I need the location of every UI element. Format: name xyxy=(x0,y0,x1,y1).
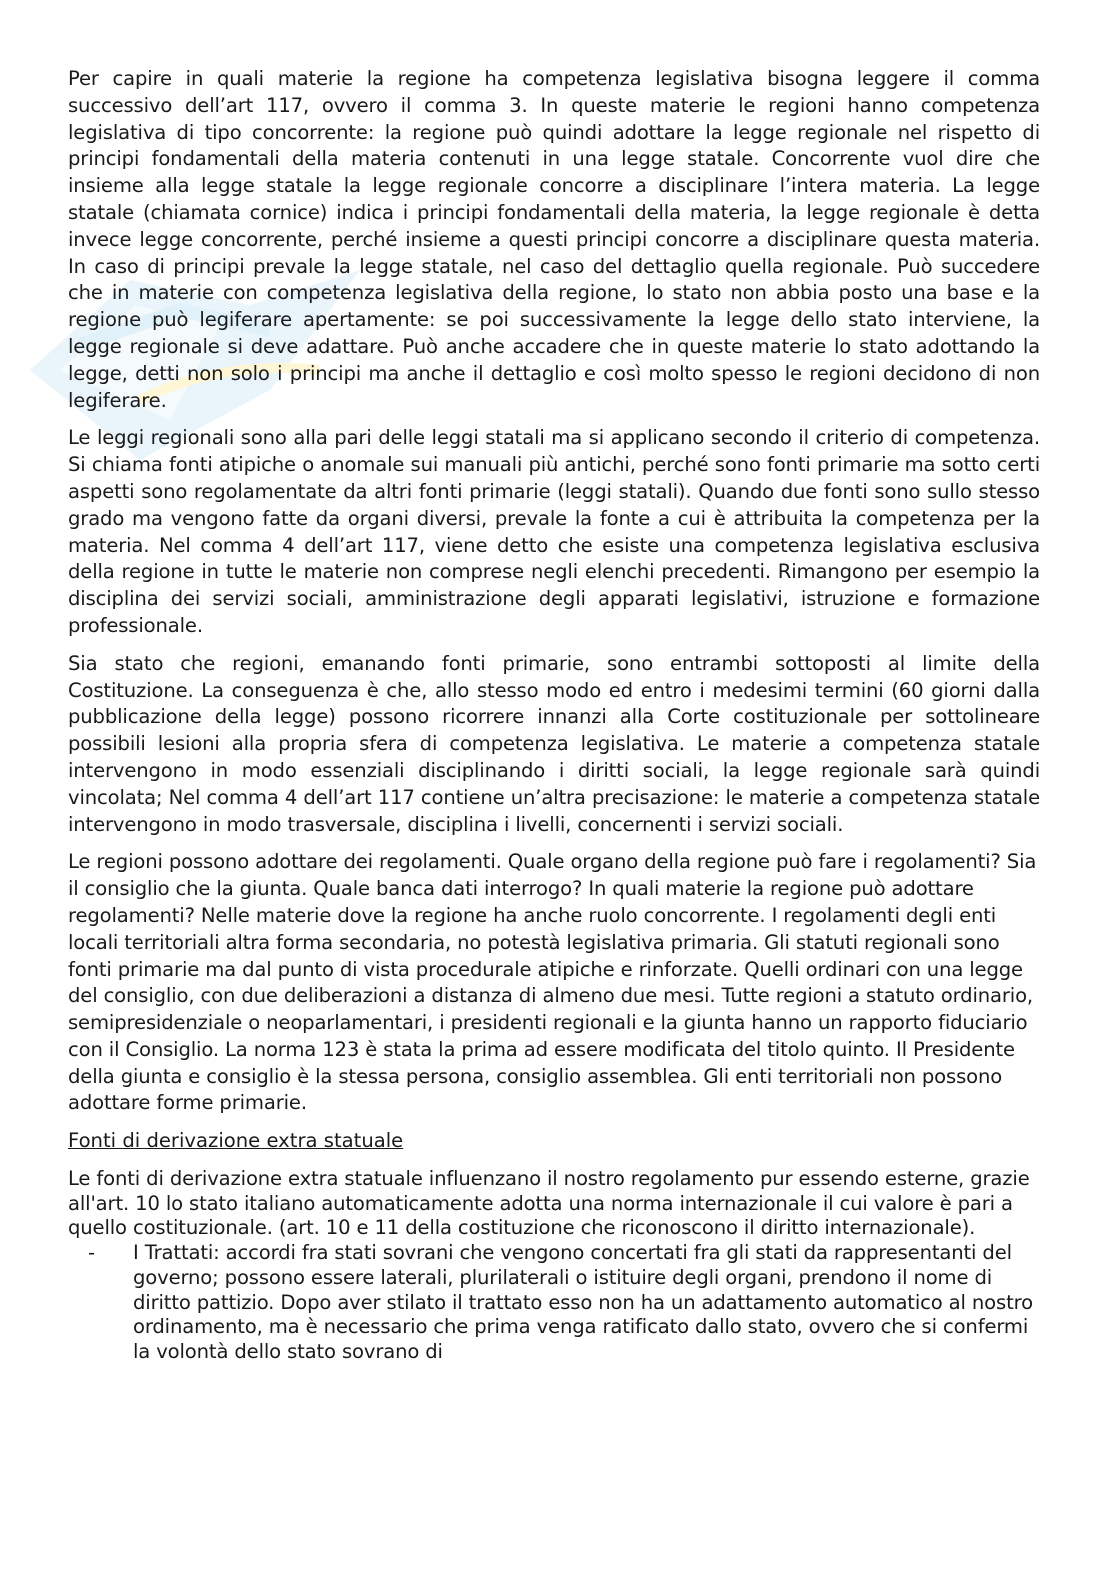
list-item xyxy=(88,1241,1040,1365)
document-page xyxy=(68,66,1040,1365)
paragraph-leggi-regionali: Le leggi regionali sono alla pari delle leggi statali ma si applicano secondo il criterio di competenza. Si chiama fonti atipiche o anomale sui manuali più antichi, perché sono fonti primarie ma sotto certi aspetti sono regolamentate da altri fonti primarie (leggi statali). Quando due fonti sono sullo stesso grado ma vengono fatte da organi diversi, prevale la fonte a cui è attribuita la competenza per la materia. Nel comma 4 dell’art 117, viene detto che esiste una competenza legislativa esclusiva della regione in tutte le materie non comprese negli elenchi precedenti. Rimangono per esempio la disciplina dei servizi sociali, amministrazione degli apparati legislativi, istruzione e formazione professionale. xyxy=(68,426,1040,637)
dash-bullet: - xyxy=(88,1241,95,1265)
paragraph-competenza-concorrente: Per capire in quali materie la regione ha competenza legislativa bisogna leggere il comma successivo dell’art 117, ovvero il comma 3. In queste materie le regioni hanno competenza legislativa di tipo concorrente: la regione può quindi adottare la legge regionale nel rispetto di principi fondamentali della materia contenuti in una legge statale. Concorrente vuol dire che insieme alla legge statale la legge regionale concorre a disciplinare l’intera materia. La legge statale (chiamata cornice) indica i principi fondamentali della materia, la legge regionale è detta invece legge concorrente, perché insieme a questi principi concorre a disciplinare questa materia. In caso di principi prevale la legge statale, nel caso del dettaglio quella regionale. Può succedere che in materie con competenza legislativa della regione, lo stato non abbia posto una base e la regione può legiferare apertamente: se poi successivamente la legge dello stato interviene, la legge regionale si deve adattare. Può anche accadere che in queste materie lo stato adottando la legge, detti non solo i principi ma anche il dettaglio e così molto spesso le regioni decidono di non legiferare. xyxy=(68,67,1040,412)
paragraph-fonti-extra-statuali: Le fonti di derivazione extra statuale influenzano il nostro regolamento pur essendo esterne, grazie all'art. 10 lo stato italiano automaticamente adotta una norma internazionale il cui valore è pari a quello costituzionale. (art. 10 e 11 della costituzione che riconoscono il diritto internazionale). xyxy=(68,1167,1030,1240)
section-heading: Fonti di derivazione extra statuale xyxy=(68,1129,404,1153)
paragraph-regolamenti: Le regioni possono adottare dei regolamenti. Quale organo della regione può fare i regolamenti? Sia il consiglio che la giunta. Quale banca dati interrogo? In quali materie la regione può adottare regolamenti? Nelle materie dove la regione ha anche ruolo concorrente. I regolamenti degli enti locali territoriali altra forma secondaria, no potestà legislativa primaria. Gli statuti regionali sono fonti primarie ma dal punto di vista procedurale atipiche e rinforzate. Quelli ordinari con una legge del consiglio, con due deliberazioni a distanza di almeno due mesi. Tutte regioni a statuto ordinario, semipresidenziale o neoparlamentari, i presidenti regionali e la giunta hanno un rapporto fiduciario con il Consiglio. La norma 123 è stata la prima ad essere modificata del titolo quinto. Il Presidente della giunta e consiglio è la stessa persona, consiglio assemblea. Gli enti territoriali non possono adottare forme primarie. xyxy=(68,850,1037,1115)
list-item-text: I Trattati: accordi fra stati sovrani che vengono concertati fra gli stati da rappresentanti del governo; possono essere laterali, plurilaterali o istituire degli organi, prendono il nome di diritto pattizio. Dopo aver stilato il trattato esso non ha un adattamento automatico al nostro ordinamento, ma è necessario che prima venga ratificato dallo stato, ovvero che si confermi la volontà dello stato sovrano di xyxy=(133,1241,1033,1363)
paragraph-limite-costituzione: Sia stato che regioni, emanando fonti primarie, sono entrambi sottoposti al limite della Costituzione. La conseguenza è che, allo stesso modo ed entro i medesimi termini (60 giorni dalla pubblicazione della legge) possono ricorrere innanzi alla Corte costituzionale per sottolineare possibili lesioni alla propria sfera di competenza legislativa. Le materie a competenza statale intervengono in modo essenziali disciplinando i diritti sociali, la legge regionale sarà quindi vincolata; Nel comma 4 dell’art 117 contiene un’altra precisazione: le materie a competenza statale intervengono in modo trasversale, disciplina i livelli, concernenti i servizi sociali. xyxy=(68,651,1040,836)
bullet-list xyxy=(68,1241,1040,1365)
